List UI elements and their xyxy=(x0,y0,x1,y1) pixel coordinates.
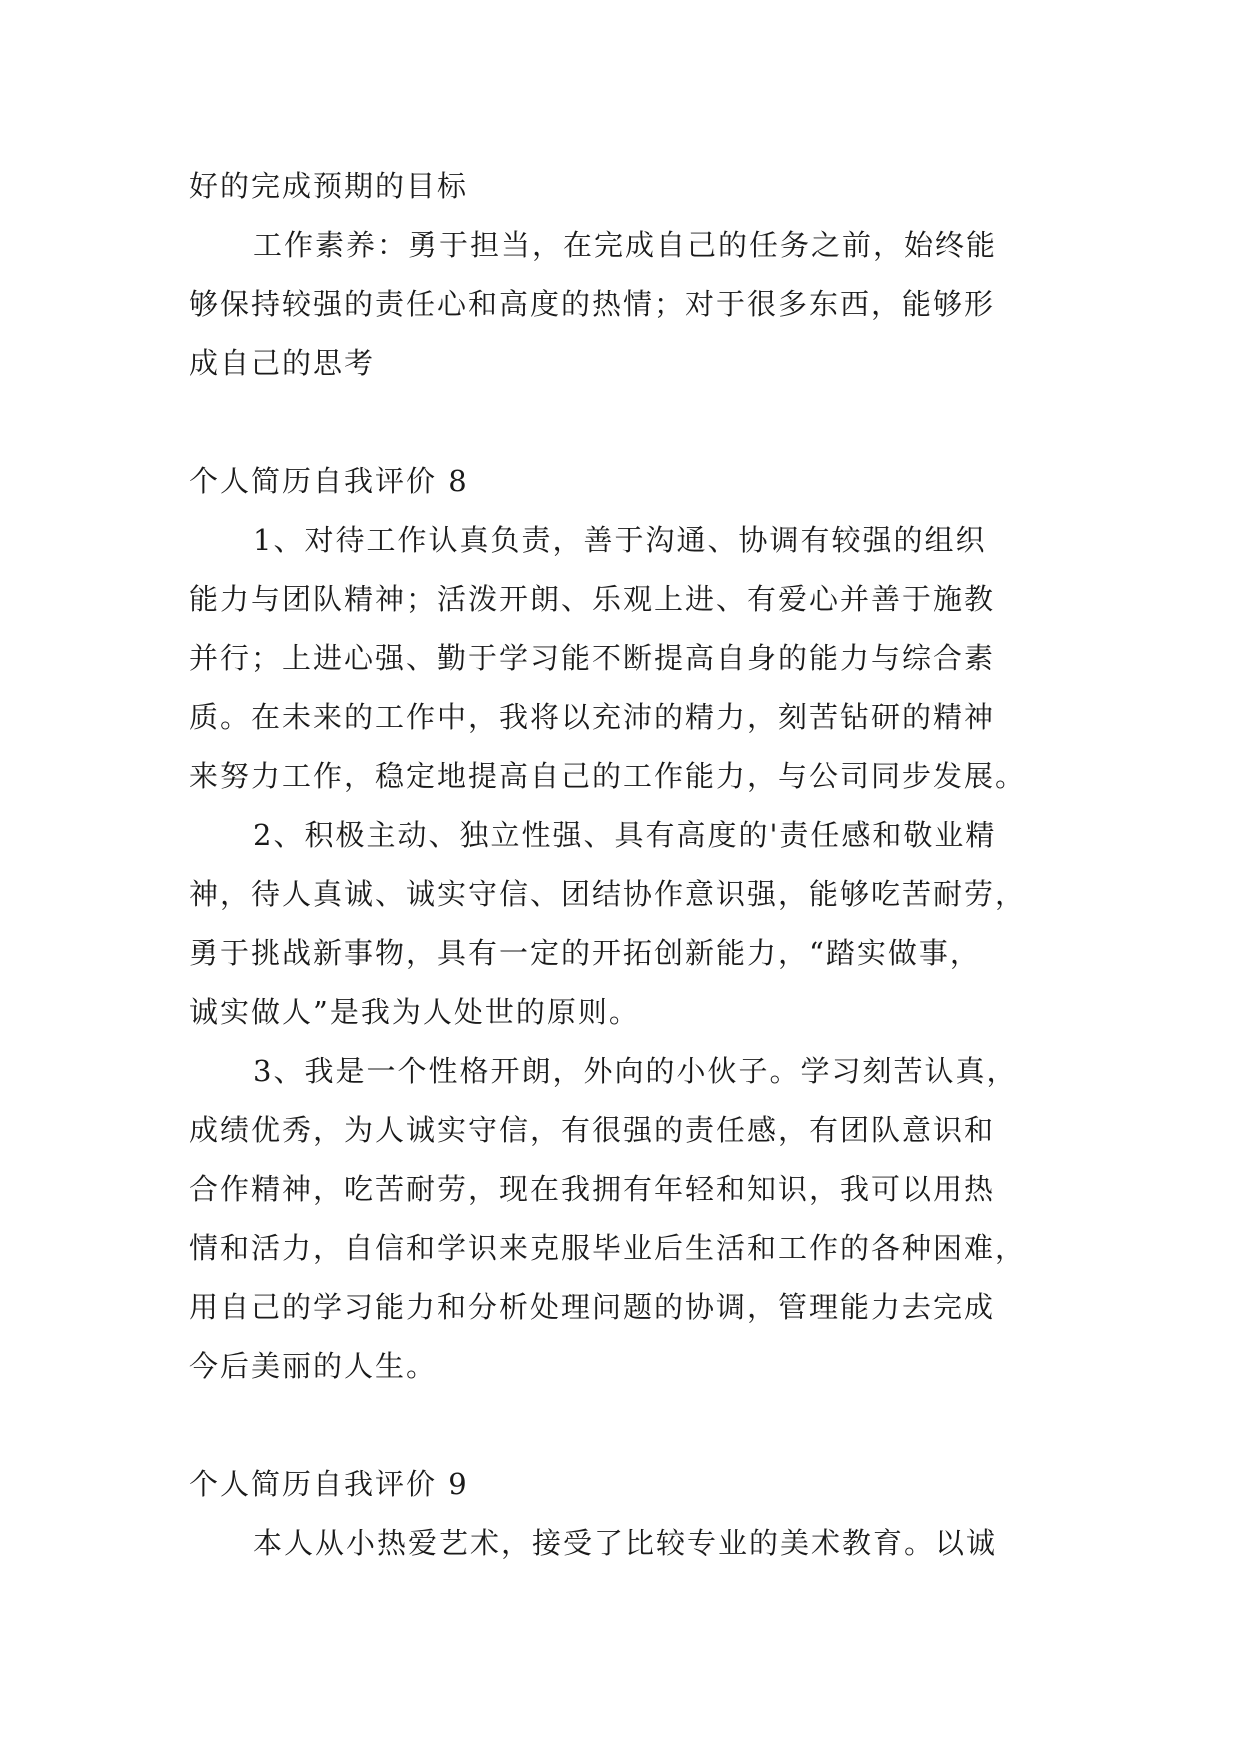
paragraph-line: 成绩优秀，为人诚实守信，有很强的责任感，有团队意识和 xyxy=(189,1113,996,1147)
paragraph-line: 够保持较强的责任心和高度的热情；对于很多东西，能够形 xyxy=(189,287,996,321)
section-heading: 个人简历自我评价 8 xyxy=(189,464,469,498)
paragraph-line: 本人从小热爱艺术，接受了比较专业的美术教育。以诚 xyxy=(253,1526,998,1560)
paragraph-line: 来努力工作，稳定地提高自己的工作能力，与公司同步发展。 xyxy=(189,759,1027,793)
paragraph-line: 质。在未来的工作中，我将以充沛的精力，刻苦钻研的精神 xyxy=(189,700,996,734)
paragraph-line: 合作精神，吃苦耐劳，现在我拥有年轻和知识，我可以用热 xyxy=(189,1172,996,1206)
paragraph-line: 诚实做人”是我为人处世的原则。 xyxy=(189,995,640,1029)
section-heading: 个人简历自我评价 9 xyxy=(189,1467,469,1501)
paragraph-line: 今后美丽的人生。 xyxy=(189,1349,438,1383)
paragraph-line: 情和活力，自信和学识来克服毕业后生活和工作的各种困难， xyxy=(189,1231,1027,1265)
paragraph-line: 3、我是一个性格开朗，外向的小伙子。学习刻苦认真， xyxy=(253,1054,1018,1088)
paragraph-line: 并行；上进心强、勤于学习能不断提高自身的能力与综合素 xyxy=(189,641,996,675)
paragraph-line: 用自己的学习能力和分析处理问题的协调，管理能力去完成 xyxy=(189,1290,996,1324)
paragraph-line: 好的完成预期的目标 xyxy=(189,169,469,203)
paragraph-line: 勇于挑战新事物，具有一定的开拓创新能力，“踏实做事， xyxy=(189,936,981,970)
paragraph-line: 成自己的思考 xyxy=(189,346,376,380)
paragraph-line: 1、对待工作认真负责，善于沟通、协调有较强的组织 xyxy=(253,523,987,557)
paragraph-line: 神，待人真诚、诚实守信、团结协作意识强，能够吃苦耐劳， xyxy=(189,877,1027,911)
paragraph-line: 工作素养：勇于担当，在完成自己的任务之前，始终能 xyxy=(253,228,998,262)
paragraph-line: 能力与团队精神；活泼开朗、乐观上进、有爱心并善于施教 xyxy=(189,582,996,616)
paragraph-line: 2、积极主动、独立性强、具有高度的'责任感和敬业精 xyxy=(253,818,997,852)
